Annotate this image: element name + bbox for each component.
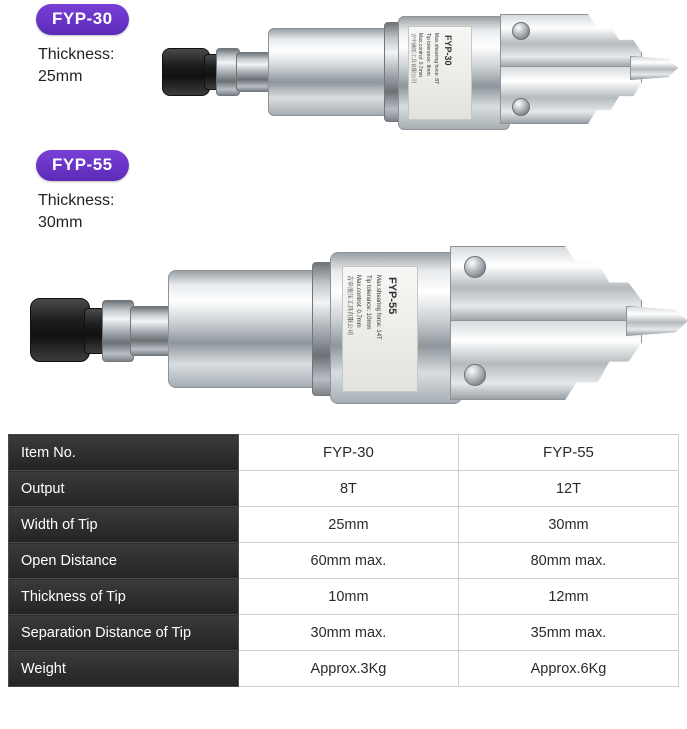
thickness-text-fyp55 <box>38 190 168 234</box>
cell-fyp30-weight: Approx.3Kg <box>238 651 458 687</box>
jaw-tip-fyp55 <box>626 306 687 336</box>
coupler-sleeve <box>236 52 272 92</box>
thickness-label-fyp55: Thickness: <box>38 192 115 209</box>
row-label-width-of-tip: Width of Tip <box>9 507 239 543</box>
thickness-value-fyp55: 30mm <box>38 214 83 231</box>
hydraulic-cylinder-55 <box>168 270 318 388</box>
label-model-fyp30: FYP-30 <box>443 35 453 66</box>
cell-fyp30-item-no: FYP-30 <box>238 435 458 471</box>
pivot-bolt-upper-fyp30 <box>512 22 530 40</box>
tool-image-fyp30 <box>160 8 680 138</box>
pivot-bolt-lower-fyp30 <box>512 98 530 116</box>
spec-label-plate-fyp30 <box>408 26 472 120</box>
cell-fyp55-width-of-tip: 30mm <box>458 507 678 543</box>
cell-fyp30-open-distance: 60mm max. <box>238 543 458 579</box>
coupler-sleeve-55 <box>130 306 172 356</box>
product-block-fyp30 <box>0 0 687 140</box>
thickness-text-fyp30 <box>38 44 168 88</box>
cell-fyp55-open-distance: 80mm max. <box>458 543 678 579</box>
specification-table <box>8 434 679 687</box>
row-label-separation-distance-of-tip: Separation Distance of Tip <box>9 615 239 651</box>
row-label-thickness-of-tip: Thickness of Tip <box>9 579 239 615</box>
table-row <box>9 543 679 579</box>
label-brand-fyp55: 吉申液压工具有限公司 <box>346 275 352 336</box>
tool-image-fyp55 <box>30 228 687 418</box>
hose-cap-icon <box>162 48 210 96</box>
table-row <box>9 471 679 507</box>
label-model-fyp55: FYP-55 <box>386 277 398 315</box>
pivot-bolt-upper-fyp55 <box>464 256 486 278</box>
product-block-fyp55 <box>0 148 687 428</box>
label-control-fyp30: Max.control: 0.7mm <box>417 33 423 77</box>
pivot-bolt-lower-fyp55 <box>464 364 486 386</box>
thickness-value-fyp30: 25mm <box>38 68 83 85</box>
cell-fyp30-output: 8T <box>238 471 458 507</box>
row-label-open-distance: Open Distance <box>9 543 239 579</box>
badge-fyp55: FYP-55 <box>36 150 129 181</box>
cell-fyp55-separation-distance: 35mm max. <box>458 615 678 651</box>
hydraulic-cylinder <box>268 28 390 116</box>
hose-cap-icon-55 <box>30 298 90 362</box>
label-control-fyp55: Max.control: 0.7mm <box>355 275 361 328</box>
row-label-output: Output <box>9 471 239 507</box>
badge-fyp30: FYP-30 <box>36 4 129 35</box>
cell-fyp55-output: 12T <box>458 471 678 507</box>
cell-fyp55-thickness-of-tip: 12mm <box>458 579 678 615</box>
cell-fyp30-width-of-tip: 25mm <box>238 507 458 543</box>
cell-fyp30-thickness-of-tip: 10mm <box>238 579 458 615</box>
table-row <box>9 615 679 651</box>
spec-label-plate-fyp55 <box>342 266 418 392</box>
cell-fyp30-separation-distance: 30mm max. <box>238 615 458 651</box>
label-force-fyp55: Max.shearing force: 14T <box>375 275 381 340</box>
table-row <box>9 507 679 543</box>
cell-fyp55-weight: Approx.6Kg <box>458 651 678 687</box>
table-row <box>9 651 679 687</box>
thickness-label-fyp30: Thickness: <box>38 46 115 63</box>
label-tolerance-fyp55: Tip tolerance: 10mm <box>365 275 371 330</box>
lower-jaw-fyp55 <box>450 320 642 400</box>
label-tolerance-fyp30: Tip tolerance: 8mm <box>425 33 431 76</box>
label-brand-fyp30: 吉申液压工具有限公司 <box>410 33 416 84</box>
row-label-item-no: Item No. <box>9 435 239 471</box>
jaw-tip-fyp30 <box>630 56 678 80</box>
cell-fyp55-item-no: FYP-55 <box>458 435 678 471</box>
table-row <box>9 579 679 615</box>
label-force-fyp30: Max.shearing force: 8T <box>433 33 439 85</box>
table-row <box>9 435 679 471</box>
row-label-weight: Weight <box>9 651 239 687</box>
